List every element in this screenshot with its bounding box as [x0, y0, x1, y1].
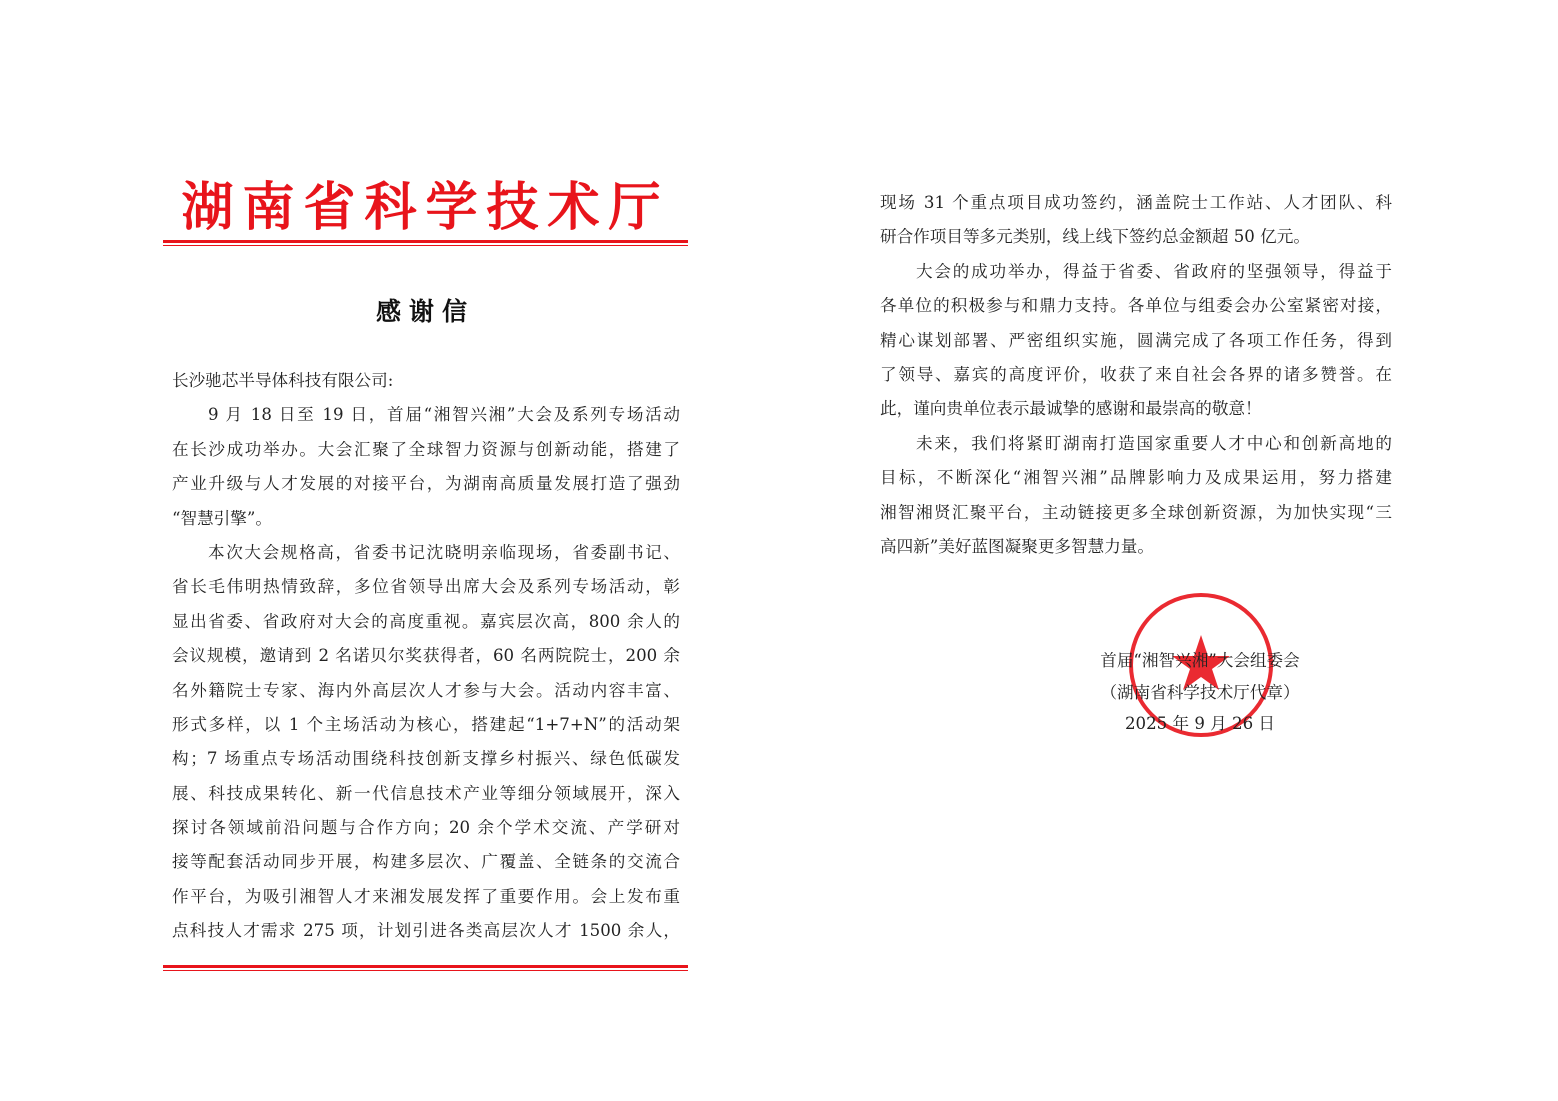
- body-text-line: 点科技人才需求 275 项，计划引进各类高层次人才 1500 余人，: [172, 921, 680, 941]
- footer-red-rule: [163, 965, 688, 971]
- body-text-line: 长沙驰芯半导体科技有限公司:: [172, 371, 394, 390]
- body-text-line: 探讨各领域前沿问题与合作方向；20 余个学术交流、产学研对: [172, 818, 680, 838]
- body-text-line: 名外籍院士专家、海内外高层次人才参与大会。活动内容丰富、: [172, 680, 680, 700]
- body-text-line: 此，谨向贵单位表示最诚挚的感谢和最崇高的敬意！: [880, 399, 1262, 419]
- body-text-line: 作平台，为吸引湘智人才来湘发展发挥了重要作用。会上发布重: [172, 886, 680, 906]
- header-red-rule: [163, 240, 688, 246]
- signature-committee: 首届“湘智兴湘”大会组委会: [1100, 651, 1300, 670]
- signature-on-behalf: （湖南省科学技术厅代章）: [1100, 682, 1300, 702]
- body-text-line: 湘智湘贤汇聚平台，主动链接更多全球创新资源，为加快实现“三: [880, 502, 1392, 522]
- signature-block: [1060, 645, 1340, 740]
- body-text-line: 各单位的积极参与和鼎力支持。各单位与组委会办公室紧密对接，: [880, 296, 1392, 316]
- body-text-line: “智慧引擎”。: [172, 508, 272, 528]
- letter-title: 感谢信: [375, 297, 475, 326]
- body-text-line: 构；7 场重点专场活动围绕科技创新支撑乡村振兴、绿色低碳发: [172, 749, 680, 769]
- body-text-line: 本次大会规格高，省委书记沈晓明亲临现场，省委副书记、: [208, 542, 680, 562]
- body-text-line: 展、科技成果转化、新一代信息技术产业等细分领域展开，深入: [172, 783, 680, 803]
- body-text-line: 精心谋划部署、严密组织实施，圆满完成了各项工作任务，得到: [880, 330, 1392, 350]
- body-text-line: 高四新”美好蓝图凝聚更多智慧力量。: [880, 536, 1154, 556]
- signature-date: 2025 年 9 月 26 日: [1124, 714, 1276, 733]
- left-column-body: [172, 364, 680, 949]
- body-text-line: 产业升级与人才发展的对接平台，为湖南高质量发展打造了强劲: [172, 474, 680, 494]
- body-text-line: 显出省委、省政府对大会的高度重视。嘉宾层次高，800 余人的: [172, 611, 680, 631]
- body-text-line: 会议规模，邀请到 2 名诺贝尔奖获得者，60 名两院院士，200 余: [172, 646, 680, 666]
- body-text-line: 现场 31 个重点项目成功签约，涵盖院士工作站、人才团队、科: [880, 193, 1392, 212]
- body-text-line: 目标，不断深化“湘智兴湘”品牌影响力及成果运用，努力搭建: [880, 468, 1392, 488]
- body-text-line: 研合作项目等多元类别，线上线下签约总金额超 50 亿元。: [880, 227, 1310, 247]
- body-text-line: 大会的成功举办，得益于省委、省政府的坚强领导，得益于: [916, 261, 1392, 281]
- body-text-line: 省长毛伟明热情致辞，多位省领导出席大会及系列专场活动，彰: [172, 577, 680, 597]
- body-text-line: 未来，我们将紧盯湖南打造国家重要人才中心和创新高地的: [916, 433, 1392, 453]
- body-text-line: 在长沙成功举办。大会汇聚了全球智力资源与创新动能，搭建了: [172, 439, 680, 459]
- right-column-body: [880, 186, 1392, 564]
- body-text-line: 接等配套活动同步开展，构建多层次、广覆盖、全链条的交流合: [172, 852, 680, 872]
- body-text-line: 形式多样，以 1 个主场活动为核心，搭建起“1+7+N”的活动架: [172, 714, 680, 734]
- organization-header: 湖南省科学技术厅: [181, 178, 670, 238]
- body-text-line: 9 月 18 日至 19 日，首届“湘智兴湘”大会及系列专场活动: [208, 405, 680, 425]
- body-text-line: 了领导、嘉宾的高度评价，收获了来自社会各界的诸多赞誉。在: [880, 364, 1392, 384]
